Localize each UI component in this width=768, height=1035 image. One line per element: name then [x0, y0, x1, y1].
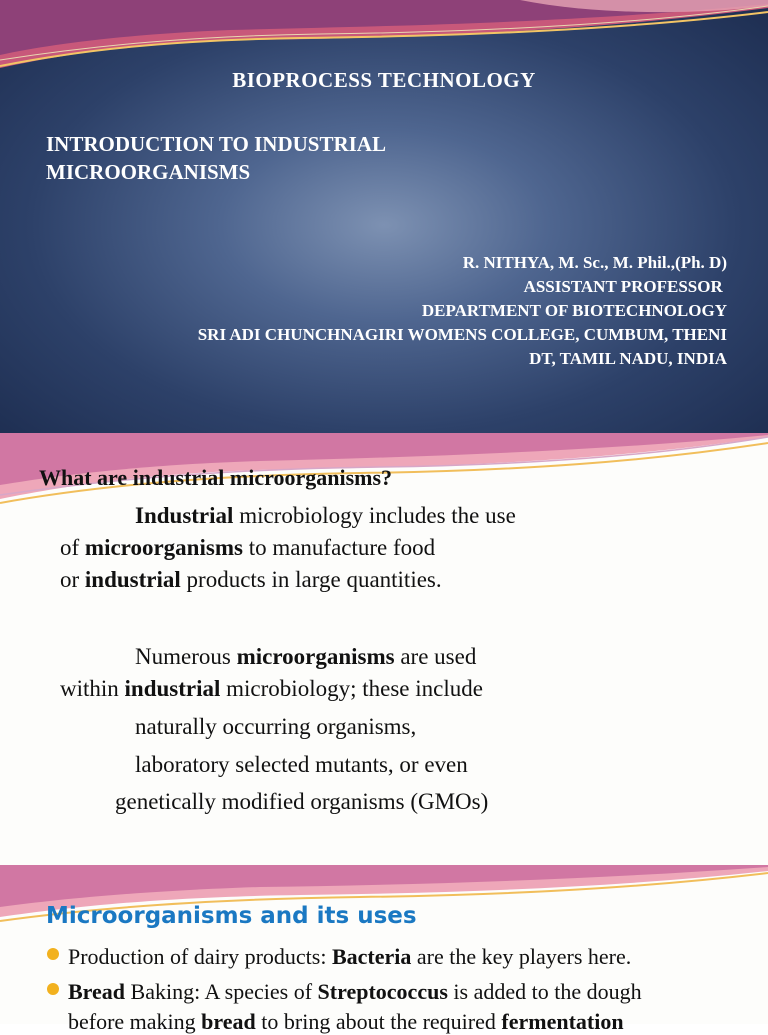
paragraph-line: naturally occurring organisms,	[135, 714, 417, 739]
title-slide[interactable]	[0, 0, 768, 433]
bold-term: microorganisms	[84, 535, 243, 560]
slide-question: What are industrial microorganisms?	[39, 465, 393, 490]
decorative-wave-top	[0, 0, 768, 75]
author-department: DEPARTMENT OF BIOTECHNOLOGY	[421, 301, 727, 320]
text: to bring about the required	[255, 1009, 502, 1034]
text: to manufacture food	[242, 535, 436, 560]
text: are the key players here.	[411, 944, 632, 969]
author-location: DT, TAMIL NADU, INDIA	[529, 349, 727, 368]
slide-heading: Microorganisms and its uses	[46, 903, 417, 929]
text: Baking: A species of	[125, 979, 318, 1004]
paragraph-line: genetically modified organisms (GMOs)	[115, 789, 489, 814]
subtitle-line: MICROORGANISMS	[46, 160, 251, 184]
author-name: R. NITHYA, M. Sc., M. Phil.,(Ph. D)	[462, 253, 727, 272]
text: of	[60, 535, 85, 560]
bold-term: bread	[201, 1009, 256, 1034]
bold-term: industrial	[124, 676, 221, 701]
paragraph-line	[135, 503, 516, 529]
text: microbiology includes the use	[233, 503, 516, 528]
text: microbiology; these include	[220, 676, 483, 701]
bullet-item	[47, 979, 642, 1005]
text: is added to the dough	[447, 979, 642, 1004]
text: within	[60, 676, 125, 701]
text: Production of dairy products:	[68, 944, 332, 969]
text: Numerous	[135, 644, 237, 669]
bullet-dot-icon	[47, 983, 59, 995]
author-info	[27, 251, 727, 371]
paragraph-line: laboratory selected mutants, or even	[135, 752, 468, 777]
text: or	[60, 567, 85, 592]
paragraph-line	[60, 535, 435, 561]
paragraph-line	[60, 567, 442, 593]
presentation-subtitle	[46, 130, 566, 186]
bold-term: Industrial	[135, 503, 234, 528]
bold-term: industrial	[84, 567, 181, 592]
text: products in large quantities.	[180, 567, 442, 592]
bold-term: microorganisms	[236, 644, 395, 669]
bullet-continuation	[68, 1009, 624, 1035]
author-college: SRI ADI CHUNCHNAGIRI WOMENS COLLEGE, CUMBUM, THENI	[197, 325, 727, 344]
text: before making	[68, 1009, 202, 1034]
text: are used	[394, 644, 477, 669]
presentation-title: BIOPROCESS TECHNOLOGY	[232, 68, 536, 92]
paragraph-line	[60, 676, 483, 702]
bold-term: Streptococcus	[317, 979, 448, 1004]
bullet-dot-icon	[47, 948, 59, 960]
paragraph-line	[135, 644, 476, 670]
author-title: ASSISTANT PROFESSOR	[523, 277, 727, 296]
subtitle-line: INTRODUCTION TO INDUSTRIAL	[46, 132, 386, 156]
bold-term: Bacteria	[331, 944, 412, 969]
bold-term: Bread	[68, 979, 126, 1004]
bold-term: fermentation	[501, 1009, 624, 1034]
bullet-item	[47, 944, 631, 970]
